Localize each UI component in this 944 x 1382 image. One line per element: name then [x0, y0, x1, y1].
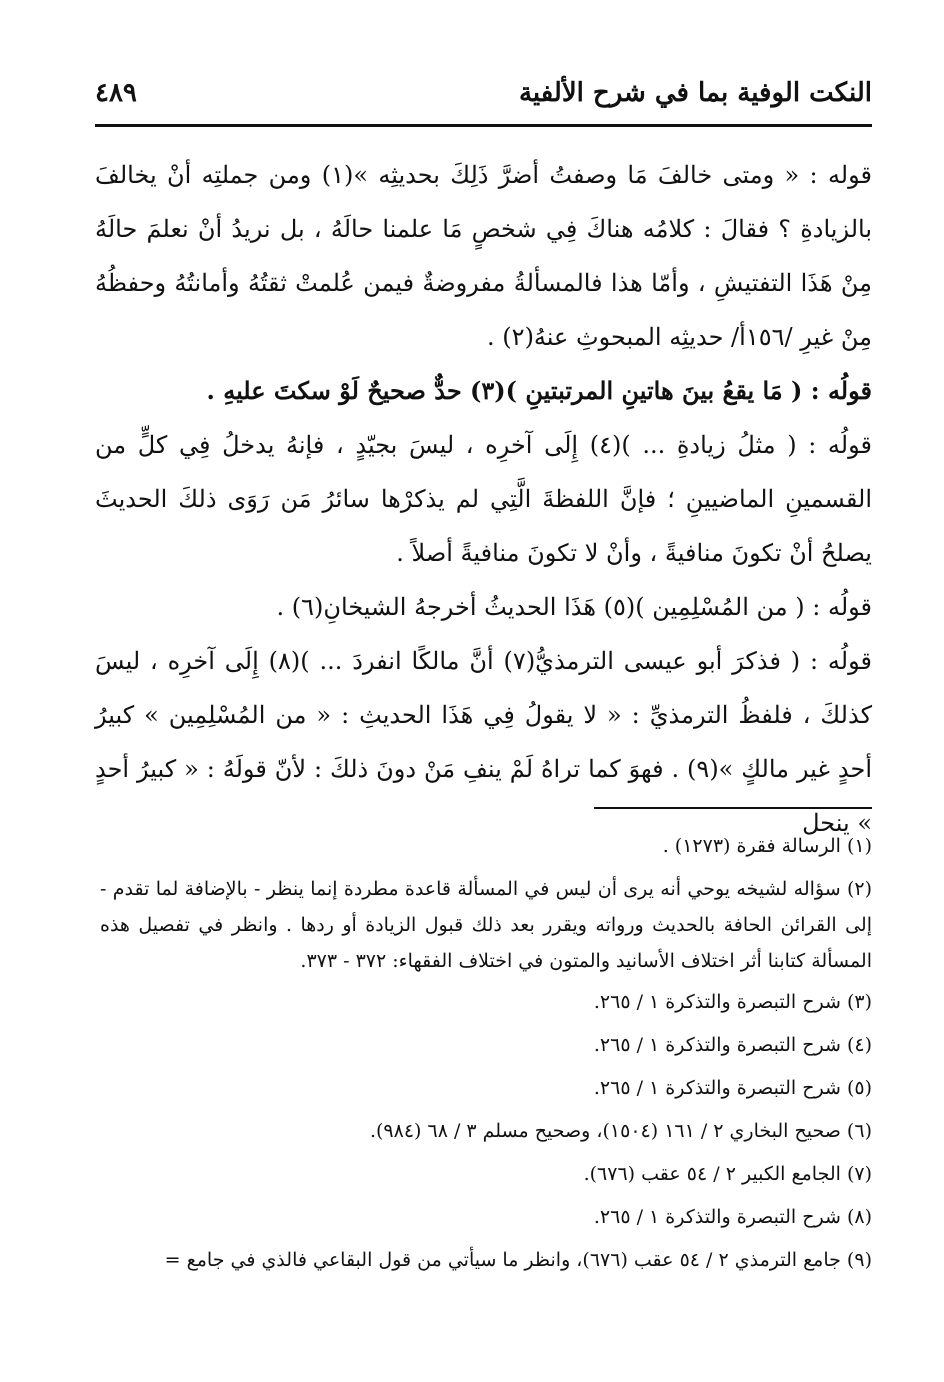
footnote-2: (٢) سؤاله لشيخه يوحي أنه يرى أن ليس في المسألة قاعدة مطردة إنما ينظر - بالإضافة لما تقدم - إلى القرائن الحافة بالحديث ورواته ويقرر بعد ذلك قبول الزيادة أو ردها . وانظر في تفصيل هذه المسألة كتابنا أثر اختلاف الأسانيد والمتون في اختلاف الفقهاء: ٣٧٢ - ٣٧٣. — [100, 878, 872, 972]
page-number: ٤٨٩ — [95, 78, 137, 108]
footnotes — [100, 828, 872, 1285]
footnote-1: (١) الرسالة فقرة (١٢٧٣) . — [662, 835, 872, 857]
running-header — [95, 68, 872, 127]
paragraph-4: قولُه : ( من المُسْلِمِين )(٥) هَذَا الحديثُ أخرجهُ الشيخانِ(٦) . — [276, 593, 872, 621]
footnote-5: (٥) شرح التبصرة والتذكرة ١ / ٢٦٥. — [593, 1077, 872, 1099]
footnote-8: (٨) شرح التبصرة والتذكرة ١ / ٢٦٥. — [593, 1206, 872, 1228]
footnote-4: (٤) شرح التبصرة والتذكرة ١ / ٢٦٥. — [593, 1034, 872, 1056]
paragraph-5: قولُه : ( فذكرَ أبو عيسى الترمذيُّ(٧) أنَّ مالكًا انفردَ ... )(٨) إِلَى آخرِه ، ليسَ كذلكَ ، فلفظُ الترمذيِّ : « لا يقولُ فِي هَذَا الحديثِ : « من المُسْلِمِين » كبيرُ أحدٍ غير مالكٍ »(٩) . فهوَ كما تراهُ لَمْ ينفِ مَنْ دونَ ذلكَ : لأنّ قولَهُ : « كبيرُ أحدٍ » ينحل — [95, 647, 873, 837]
paragraph-2: قولُه : ( مَا يقعُ بينَ هاتينِ المرتبتينِ )(٣) حدٌّ صحيحٌ لَوْ سكتَ عليهِ . — [206, 376, 872, 405]
footnote-7: (٧) الجامع الكبير ٢ / ٥٤ عقب (٦٧٦). — [583, 1163, 872, 1185]
book-title: النكت الوفية بما في شرح الألفية — [518, 78, 872, 108]
paragraph-1: قوله : « ومتى خالفَ مَا وصفتُ أضرَّ ذَلِكَ بحديثِه »(١) ومن جملتِه أنْ يخالفَ بالزيادةِ ؟ فقالَ : كلامُه هناكَ فِي شخصٍ مَا علمنا حالَهُ ، بل نريدُ أنْ نعلمَ حالَهُ مِنْ هَذَا التفتيشِ ، وأمّا هذا فالمسألةُ مفروضةٌ فيمن عُلمتْ ثقتُهُ وأمانتُهُ وحفظُهُ مِنْ غيرِ /١٥٦أ/ حديثِه المبحوثِ عنهُ(٢) . — [95, 161, 872, 351]
footnote-6: (٦) صحيح البخاري ٢ / ١٦١ (١٥٠٤)، وصحيح مسلم ٣ / ٦٨ (٩٨٤). — [369, 1120, 872, 1142]
paragraph-3: قولُه : ( مثلُ زيادةِ ... )(٤) إِلَى آخرِه ، ليسَ بجيّدٍ ، فإنهُ يدخلُ فِي كلٍّ من القسمينِ الماضيينِ ؛ فإنَّ اللفظةَ الَّتِي لم يذكرْها سائرُ مَن رَوَى ذلكَ الحديثَ يصلحُ أنْ تكونَ منافيةً ، وأنْ لا تكونَ منافيةً أصلاً . — [95, 431, 872, 567]
main-text — [95, 148, 872, 850]
footnote-9: (٩) جامع الترمذي ٢ / ٥٤ عقب (٦٧٦)، وانظر ما سيأتي من قول البقاعي فالذي في جامع = — [164, 1249, 872, 1271]
footnote-3: (٣) شرح التبصرة والتذكرة ١ / ٢٦٥. — [593, 991, 872, 1013]
footnote-separator — [594, 807, 872, 809]
